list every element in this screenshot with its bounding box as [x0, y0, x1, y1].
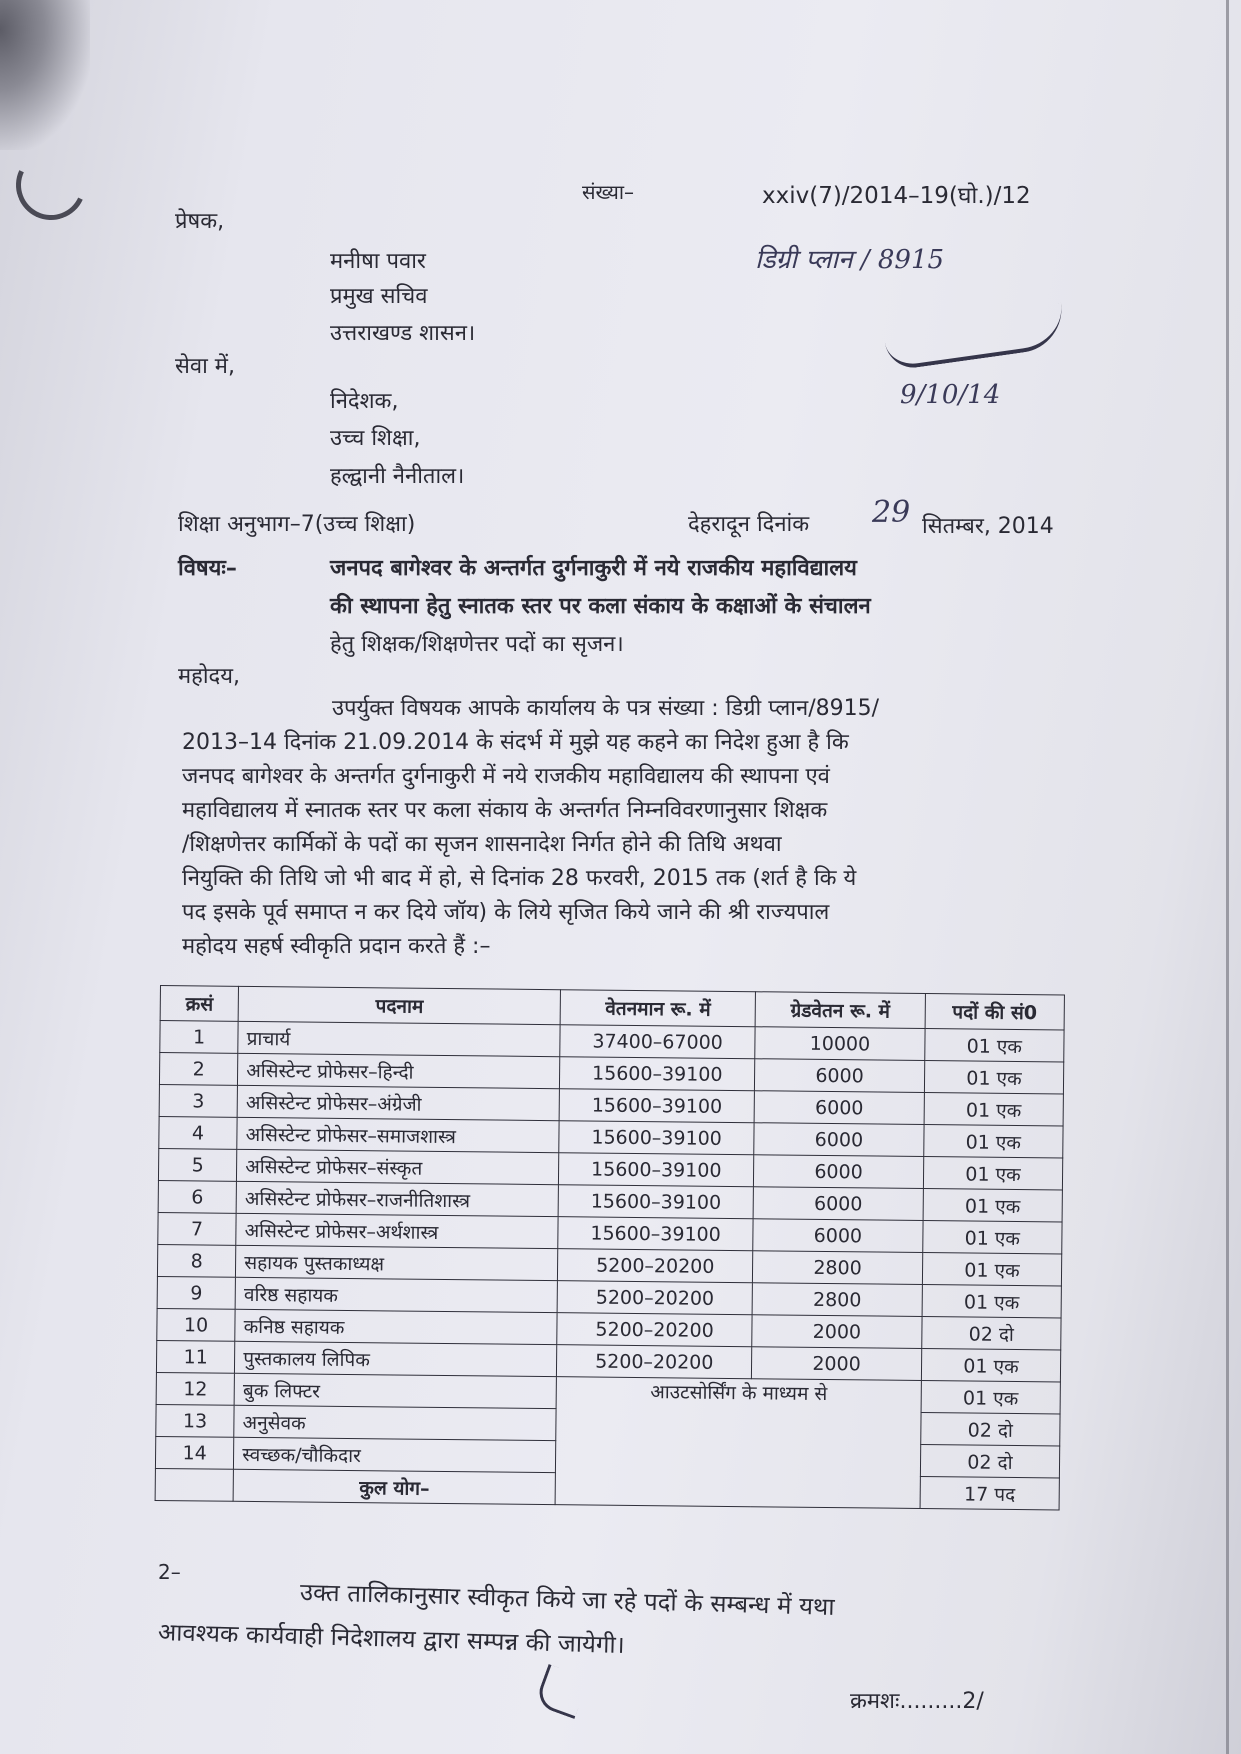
post-name-cell: वरिष्ठ सहायक — [235, 1277, 557, 1312]
grade-pay-cell: 6000 — [754, 1155, 924, 1189]
row-number-cell: 2 — [159, 1053, 238, 1086]
pay-scale-cell: 5200–20200 — [558, 1249, 753, 1283]
recipient-label: सेवा में, — [175, 354, 235, 379]
letter-number-prefix: संख्या– — [582, 180, 634, 204]
handwritten-note: डिग्री प्लान / 8915 — [755, 245, 945, 275]
post-count-cell: 01 एक — [922, 1284, 1061, 1317]
pay-scale-cell: 15600–39100 — [558, 1185, 753, 1219]
subject-line: की स्थापना हेतु स्नातक स्तर पर कला संकाय के कक्षाओं के संचालन — [330, 594, 871, 619]
post-count-cell: 01 एक — [923, 1221, 1062, 1254]
closing-line: आवश्यक कार्यवाही निदेशालय द्वारा सम्पन्न की जायेगी। — [157, 1618, 626, 1660]
sender-org: उत्तराखण्ड शासन। — [330, 321, 476, 346]
page-corner-shadow — [0, 0, 90, 150]
pay-scale-cell: 15600–39100 — [560, 1057, 755, 1091]
total-value-cell: 17 पद — [920, 1476, 1059, 1509]
post-count-cell: 01 एक — [925, 1029, 1064, 1062]
grade-pay-cell: 2000 — [752, 1315, 922, 1349]
pay-scale-cell: 5200–20200 — [557, 1281, 752, 1315]
table-header-cell: वेतनमान रू. में — [560, 990, 755, 1027]
pay-scale-cell: 5200–20200 — [557, 1313, 752, 1347]
row-number-cell: 5 — [158, 1148, 237, 1181]
body-line: महोदय सहर्ष स्वीकृति प्रदान करते हैं :– — [182, 934, 491, 959]
body-line: नियुक्ति की तिथि जो भी बाद में हो, से दिनांक 28 फरवरी, 2015 तक (शर्त है कि ये — [182, 866, 857, 891]
post-count-cell: 02 दो — [921, 1412, 1060, 1445]
post-count-cell: 01 एक — [924, 1125, 1063, 1158]
grade-pay-cell: 6000 — [753, 1187, 923, 1221]
closing-para-number: 2– — [158, 1560, 181, 1584]
post-name-cell: प्राचार्य — [238, 1021, 560, 1056]
date-day: 29 — [872, 495, 911, 530]
grade-pay-cell: 2000 — [752, 1347, 922, 1381]
section-name: शिक्षा अनुभाग–7(उच्च शिक्षा) — [178, 512, 416, 537]
pay-scale-cell: 5200–20200 — [557, 1345, 752, 1379]
grade-pay-cell: 6000 — [754, 1091, 924, 1125]
row-number-cell: 11 — [156, 1340, 235, 1373]
grade-pay-cell: 2800 — [752, 1283, 922, 1317]
post-count-cell: 01 एक — [921, 1348, 1060, 1381]
post-count-cell: 01 एक — [924, 1093, 1063, 1126]
body-line: महाविद्यालय में स्नातक स्तर पर कला संकाय के अन्तर्गत निम्नविवरणानुसार शिक्षक — [182, 798, 828, 823]
post-name-cell: सहायक पुस्तकाध्यक्ष — [236, 1245, 558, 1280]
paper-edge — [1226, 0, 1229, 1754]
subject-label: विषयः– — [178, 556, 237, 581]
continued-marker: क्रमशः.........2/ — [850, 1689, 984, 1714]
body-line: जनपद बागेश्वर के अन्तर्गत दुर्गनाकुरी में नये राजकीय महाविद्यालय की स्थापना एवं — [182, 764, 830, 789]
post-name-cell: स्वच्छक/चौकिदार — [234, 1437, 556, 1472]
table-header-cell: पदों की सं0 — [925, 994, 1065, 1030]
row-number-cell: 4 — [159, 1116, 238, 1149]
post-name-cell: असिस्टेन्ट प्रोफेसर–हिन्दी — [238, 1053, 560, 1088]
outsourcing-note-cell: आउटसोर्सिंग के माध्यम से — [555, 1377, 921, 1509]
subject-line: हेतु शिक्षक/शिक्षणेत्तर पदों का सृजन। — [330, 632, 624, 657]
body-line: 2013–14 दिनांक 21.09.2014 के संदर्भ में मुझे यह कहने का निदेश हुआ है कि — [182, 730, 849, 755]
sender-name: मनीषा पवार — [330, 249, 426, 274]
post-count-cell: 01 एक — [923, 1157, 1062, 1190]
grade-pay-cell: 6000 — [755, 1059, 925, 1093]
table-header-cell: पदनाम — [238, 986, 560, 1024]
row-number-cell: 12 — [156, 1372, 235, 1405]
pay-scale-cell: 15600–39100 — [558, 1217, 753, 1251]
table-header-cell: क्रसं — [160, 986, 239, 1022]
place-date-prefix: देहरादून दिनांक — [688, 512, 810, 537]
row-number-cell: 10 — [157, 1308, 236, 1341]
pay-scale-cell: 37400–67000 — [560, 1025, 755, 1059]
row-number-cell: 8 — [157, 1244, 236, 1277]
body-line: उपर्युक्त विषयक आपके कार्यालय के पत्र संख्या : डिग्री प्लान/8915/ — [332, 696, 880, 721]
post-count-cell: 02 दो — [920, 1444, 1059, 1477]
row-number-cell: 7 — [158, 1212, 237, 1245]
post-name-cell: असिस्टेन्ट प्रोफेसर–अर्थशास्त्र — [236, 1213, 558, 1248]
post-name-cell: असिस्टेन्ट प्रोफेसर–संस्कृत — [237, 1149, 559, 1184]
recipient-dept: उच्च शिक्षा, — [330, 426, 421, 451]
posts-table — [155, 985, 1065, 1510]
post-name-cell: असिस्टेन्ट प्रोफेसर–अंग्रेजी — [237, 1085, 559, 1120]
grade-pay-cell: 6000 — [754, 1123, 924, 1157]
letter-number: xxiv(7)/2014–19(घो.)/12 — [762, 183, 1031, 209]
grade-pay-cell: 10000 — [755, 1027, 925, 1061]
post-name-cell: असिस्टेन्ट प्रोफेसर–राजनीतिशास्त्र — [236, 1181, 558, 1216]
pay-scale-cell: 15600–39100 — [559, 1089, 754, 1123]
post-count-cell: 01 एक — [924, 1061, 1063, 1094]
post-name-cell: असिस्टेन्ट प्रोफेसर–समाजशास्त्र — [237, 1117, 559, 1152]
row-number-cell: 1 — [160, 1021, 239, 1054]
post-count-cell: 01 एक — [923, 1189, 1062, 1222]
body-paragraph — [182, 692, 1082, 964]
post-name-cell: अनुसेवक — [234, 1405, 556, 1440]
subject-line: जनपद बागेश्वर के अन्तर्गत दुर्गनाकुरी में नये राजकीय महाविद्यालय — [330, 556, 857, 581]
post-name-cell: बुक लिफ्टर — [234, 1373, 556, 1408]
handwritten-date: 9/10/14 — [900, 380, 1001, 410]
grade-pay-cell: 2800 — [753, 1251, 923, 1285]
post-count-cell: 01 एक — [921, 1380, 1060, 1413]
recipient-title: निदेशक, — [330, 389, 399, 414]
row-number-cell: 9 — [157, 1276, 236, 1309]
date-month-year: सितम्बर, 2014 — [922, 514, 1054, 539]
sender-title: प्रमुख सचिव — [330, 284, 428, 309]
post-count-cell: 01 एक — [922, 1253, 1061, 1286]
post-count-cell: 02 दो — [922, 1316, 1061, 1349]
closing-line: उक्त तालिकानुसार स्वीकृत किये जा रहे पदों के सम्बन्ध में यथा — [299, 1578, 835, 1621]
grade-pay-cell: 6000 — [753, 1219, 923, 1253]
post-name-cell: कनिष्ठ सहायक — [235, 1309, 557, 1344]
row-number-cell: 13 — [156, 1404, 235, 1437]
sender-label: प्रेषक, — [175, 209, 225, 234]
row-number-cell: 6 — [158, 1180, 237, 1213]
post-name-cell: पुस्तकालय लिपिक — [235, 1341, 557, 1376]
pay-scale-cell: 15600–39100 — [559, 1153, 754, 1187]
salutation: महोदय, — [178, 664, 240, 689]
body-line: /शिक्षणेत्तर कार्मिकों के पदों का सृजन शासनादेश निर्गत होने की तिथि अथवा — [182, 832, 782, 857]
empty-cell — [155, 1468, 234, 1501]
row-number-cell: 3 — [159, 1084, 238, 1117]
pay-scale-cell: 15600–39100 — [559, 1121, 754, 1155]
row-number-cell: 14 — [155, 1436, 234, 1469]
total-label-cell: कुल योग– — [233, 1469, 555, 1504]
table-header-cell: ग्रेडवेतन रू. में — [755, 992, 925, 1029]
body-line: पद इसके पूर्व समाप्त न कर दिये जॉय) के लिये सृजित किये जाने की श्री राज्यपाल — [182, 900, 830, 925]
recipient-place: हल्द्वानी नैनीताल। — [330, 464, 465, 489]
